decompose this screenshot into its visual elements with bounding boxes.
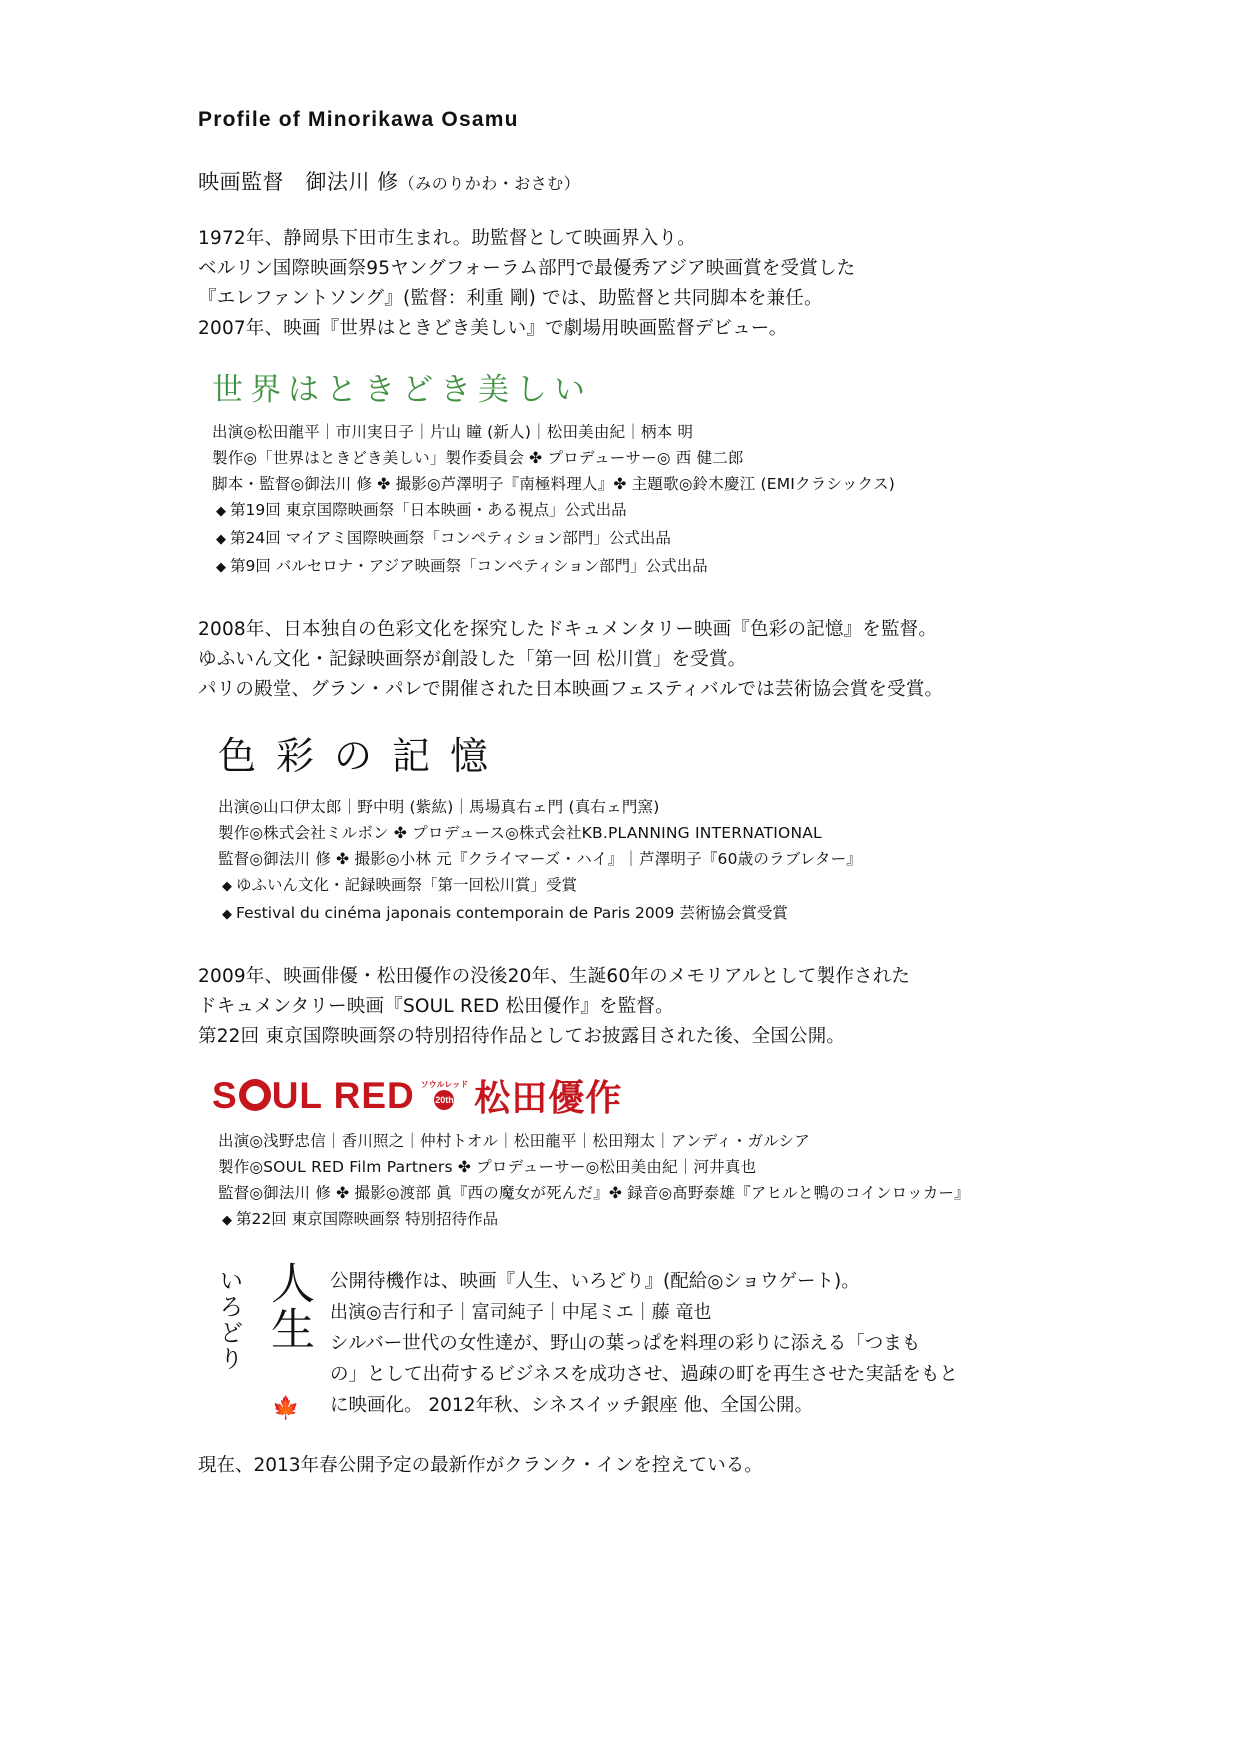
film2-credit-1: 出演◎山口伊太郎｜野中明 (紫紘)｜馬場真右ェ門 (真右ェ門窯): [218, 798, 660, 816]
soulred-suffix: UL RED: [271, 1074, 415, 1116]
film-block-sekai: [198, 364, 1078, 581]
diamond-icon: ◆: [222, 879, 232, 894]
film1-credit-1: 出演◎松田龍平｜市川実日子｜片山 瞳 (新人)｜松田美由紀｜柄本 明: [212, 423, 694, 441]
film1-award-3: [216, 553, 1078, 581]
irodori-line-2: 出演◎吉行和子｜富司純子｜中尾ミエ｜藤 竜也: [330, 1302, 712, 1323]
para2-line-1: 2008年、日本独自の色彩文化を探究したドキュメンタリー映画『色彩の記憶』を監督。: [198, 619, 938, 640]
paragraph-3: [198, 962, 1078, 1052]
film3-credit-1: 出演◎浅野忠信｜香川照之｜仲村トオル｜松田龍平｜松田翔太｜アンディ・ガルシア: [218, 1132, 810, 1150]
badge-bottom-text: 20th: [434, 1090, 454, 1110]
film3-credit-2: 製作◎SOUL RED Film Partners ✤ プロデューサー◎松田美由紀｜河井真也: [218, 1158, 757, 1176]
film2-award-2: [222, 900, 1078, 928]
soulred-o-icon: [239, 1079, 271, 1111]
intro-line-3: 『エレファントソング』(監督：利重 剛) では、助監督と共同脚本を兼任。: [198, 288, 823, 309]
para3-line-2: ドキュメンタリー映画『SOUL RED 松田優作』を監督。: [198, 996, 674, 1017]
para3-line-1: 2009年、映画俳優・松田優作の没後20年、生誕60年のメモリアルとして製作された: [198, 966, 911, 987]
para2-line-2: ゆふいん文化・記録映画祭が創設した「第一回 松川賞」を受賞。: [198, 649, 747, 670]
document-content: [198, 108, 1078, 1481]
intro-line-4: 2007年、映画『世界はときどき美しい』で劇場用映画監督デビュー。: [198, 318, 788, 339]
film-logo-shikisai: 色彩の記憶: [218, 734, 509, 778]
irodori-line-3: シルバー世代の女性達が、野山の葉っぱを料理の彩りに添える「つまも: [330, 1333, 921, 1354]
film2-credit-2: 製作◎株式会社ミルボン ✤ プロデュース◎株式会社KB.PLANNING INTERNATIONAL: [218, 824, 822, 842]
film1-award-2: [216, 525, 1078, 553]
irodori-main-title: 人生: [263, 1260, 314, 1352]
soulred-prefix: S: [212, 1074, 238, 1116]
intro-line-1: 1972年、静岡県下田市生まれ。助監督として映画界入り。: [198, 228, 696, 249]
subtitle-line: [198, 166, 1078, 196]
film1-award-3-text: 第9回 バルセロナ・アジア映画祭「コンペティション部門」公式出品: [230, 557, 708, 575]
paragraph-2: [198, 615, 1078, 705]
film1-award-1-text: 第19回 東京国際映画祭「日本映画・ある視点」公式出品: [230, 501, 627, 519]
diamond-icon: ◆: [216, 560, 226, 575]
film3-award-1-text: 第22回 東京国際映画祭 特別招待作品: [236, 1210, 499, 1228]
badge-top-text: ソウルレッド: [420, 1080, 469, 1089]
irodori-description: [330, 1260, 1078, 1421]
irodori-line-5: に映画化。 2012年秋、シネスイッチ銀座 他、全国公開。: [330, 1395, 814, 1416]
film2-award-1: [222, 872, 1078, 900]
page-title: Profile of Minorikawa Osamu: [198, 108, 519, 131]
intro-line-2: ベルリン国際映画祭95ヤングフォーラム部門で最優秀アジア映画賞を受賞した: [198, 258, 856, 279]
film2-credit-3: 監督◎御法川 修 ✤ 撮影◎小林 元『クライマーズ・ハイ』｜芦澤明子『60歳のラブレター』: [218, 850, 862, 868]
film1-award-1: [216, 497, 1078, 525]
subtitle-main: 映画監督 御法川 修: [198, 170, 399, 194]
diamond-icon: ◆: [222, 907, 232, 922]
film-block-irodori: [198, 1260, 1078, 1421]
irodori-line-1: 公開待機作は、映画『人生、いろどり』(配給◎ショウゲート)。: [330, 1271, 860, 1292]
soulred-wordmark: [212, 1074, 415, 1116]
subtitle-kana: （みのりかわ・おさむ）: [398, 174, 581, 193]
film2-award-2-text: Festival du cinéma japonais contemporain de Paris 2009 芸術協会賞受賞: [236, 904, 788, 922]
soulred-jp-title: 松田優作: [474, 1077, 623, 1119]
film-logo-soulred: [212, 1072, 1078, 1118]
intro-paragraph: [198, 224, 1078, 344]
diamond-icon: ◆: [216, 532, 226, 547]
diamond-icon: ◆: [216, 504, 226, 519]
film3-award-1: [222, 1206, 1078, 1234]
film-logo-sekai: 世界はときどき美しい: [212, 372, 592, 408]
film2-award-1-text: ゆふいん文化・記録映画祭「第一回松川賞」受賞: [236, 876, 578, 894]
para2-line-3: パリの殿堂、グラン・パレで開催された日本映画フェスティバルでは芸術協会賞を受賞。: [198, 679, 944, 700]
irodori-kana-title: いろどり: [215, 1268, 243, 1372]
closing-line: 現在、2013年春公開予定の最新作がクランク・インを控えている。: [198, 1455, 763, 1476]
film-logo-irodori: 人生 いろどり 🍁: [215, 1260, 314, 1421]
film-block-soulred: [198, 1072, 1078, 1234]
film1-credit-3: 脚本・監督◎御法川 修 ✤ 撮影◎芦澤明子『南極料理人』✤ 主題歌◎鈴木慶江 (EMIクラシックス): [212, 475, 896, 493]
film-block-shikisai: [198, 725, 1078, 928]
soulred-anniversary-badge: [421, 1080, 468, 1110]
para3-line-3: 第22回 東京国際映画祭の特別招待作品としてお披露目された後、全国公開。: [198, 1026, 846, 1047]
diamond-icon: ◆: [222, 1213, 232, 1228]
film1-credit-2: 製作◎「世界はときどき美しい」製作委員会 ✤ プロデューサー◎ 西 健二郎: [212, 449, 744, 467]
irodori-line-4: の」として出荷するビジネスを成功させ、過疎の町を再生させた実話をもと: [330, 1364, 958, 1385]
film3-credit-3: 監督◎御法川 修 ✤ 撮影◎渡部 眞『西の魔女が死んだ』✤ 録音◎髙野泰雄『アヒルと鴨のコインロッカー』: [218, 1184, 970, 1202]
film1-award-2-text: 第24回 マイアミ国際映画祭「コンペティション部門」公式出品: [230, 529, 671, 547]
